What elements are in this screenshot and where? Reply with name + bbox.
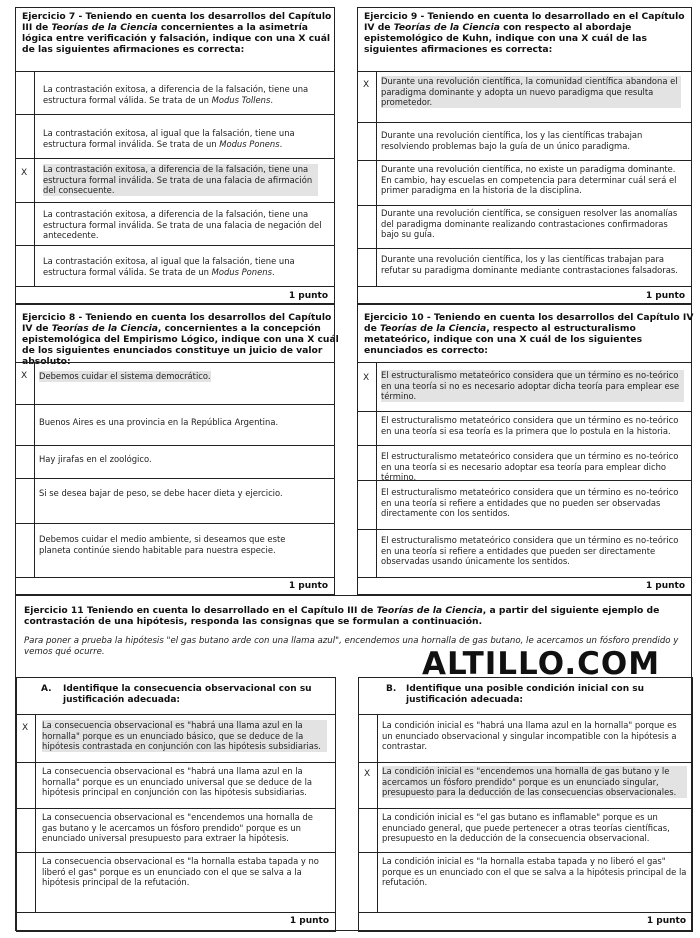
exercise-8-title: Ejercicio 8 - Teniendo en cuenta los desarrollos del Capítulo IV de Teorías de la Ciencia, concernientes a la concepción epistemológica del Empirismo Lógico, indique con una X cuál de los siguientes enunciados constituye un juicio de valor absoluto:: [22, 312, 339, 367]
points-label: 1 punto: [645, 291, 685, 301]
points-label: 1 punto: [288, 291, 328, 301]
points-label: 1 punto: [289, 916, 329, 926]
option-text: La condición inicial es "habrá una llama azul en la hornalla" porque es un enunciado observacional y singular incompatible con la hipótesis a contrastar.: [382, 720, 677, 752]
option-text-selected: Debemos cuidar el sistema democrático.: [39, 371, 211, 381]
part-a-title: A. Identifique la consecuencia observacional con su justificación adecuada:: [41, 684, 312, 705]
answer-checkbox[interactable]: X: [21, 371, 28, 381]
option-text-selected: La contrastación exitosa, a diferencia de la falsación, tiene una estructura formal inválida. Se trata de una falacia de afirmación del consecuente.: [43, 164, 318, 196]
answer-checkbox[interactable]: X: [363, 373, 370, 383]
exercise-11-panel: [15, 595, 692, 931]
exercise-10-title: Ejercicio 10 - Teniendo en cuenta los desarrollos del Capítulo IV de Teorías de la Ciencia, respecto al estructuralismo metateórico, indique con una X cuál de los siguientes enunciados es correcto:: [364, 312, 694, 356]
option-text: La consecuencia observacional es "habrá una llama azul en la hornalla" porque es un enunciado universal que se deduce de la hipótesis principal en conjunción con las hipótesis subsidiarias.: [42, 766, 313, 798]
exercise-10-panel: [357, 304, 692, 595]
exercise-11-title: Ejercicio 11 Teniendo en cuenta lo desarrollado en el Capítulo III de Teorías de la Ciencia, a partir del siguiente ejemplo de contrastación de una hipótesis, responda las consignas que se formulan a continuación.: [24, 605, 660, 627]
part-b-panel: [358, 677, 693, 932]
option-text: La contrastación exitosa, al igual que la falsación, tiene una estructura formal inválida. Se trata de un Modus Ponens.: [43, 128, 295, 149]
answer-checkbox[interactable]: X: [364, 769, 371, 779]
option-text-selected: La consecuencia observacional es "habrá una llama azul en la hornalla" porque es un enunciado básico, que se deduce de la hipótesis contrastada en conjunción con las hipótesis subsidiarias.: [42, 720, 327, 752]
exercise-9-title: Ejercicio 9 - Teniendo en cuenta lo desarrollado en el Capítulo IV de Teorías de la Ciencia con respecto al abordaje epistemológico de Kuhn, indique con una X cuál de las siguientes afirmaciones es correcta:: [364, 11, 685, 55]
exercise-7-panel: [15, 7, 335, 304]
option-text: El estructuralismo metateórico considera que un término es no-teórico en una teoría si refiere a entidades que pueden ser directamente observadas usando únicamente los sentidos.: [381, 535, 679, 567]
option-text: La contrastación exitosa, a diferencia de la falsación, tiene una estructura formal inválida. Se trata de una falacia de negación del antecedente.: [43, 209, 322, 241]
answer-checkbox[interactable]: X: [22, 723, 29, 733]
option-text-selected: El estructuralismo metateórico considera que un término es no-teórico en una teoría si no es necesario adoptar dicha teoría para emplear ese término.: [381, 370, 684, 402]
option-text: Hay jirafas en el zoológico.: [39, 454, 152, 464]
case-description: Para poner a prueba la hipótesis "el gas butano arde con una llama azul", encendemos una hornalla de gas butano, le acercamos un fósforo prendido y vemos qué ocurre.: [24, 636, 679, 657]
option-text: Durante una revolución científica, se consiguen resolver las anomalías del paradigma dominante realizando contrastaciones confirmadoras bajo su guía.: [381, 208, 678, 240]
option-text: La consecuencia observacional es "encendemos una hornalla de gas butano y le acercamos un fósforo prendido" porque es un enunciado universal presupuesto para extraer la hipótesis.: [42, 812, 313, 844]
points-label: 1 punto: [646, 916, 686, 926]
exercise-8-panel: [15, 304, 339, 595]
answer-checkbox[interactable]: X: [363, 80, 370, 90]
points-label: 1 punto: [288, 581, 328, 591]
option-text: La contrastación exitosa, a diferencia de la falsación, tiene una estructura formal válida. Se trata de un Modus Tollens.: [43, 84, 309, 105]
option-text: Durante una revolución científica, los y las científicas trabajan para refutar su paradigma dominante mediante contrastaciones falsadoras.: [381, 254, 678, 275]
option-text: La condición inicial es "la hornalla estaba tapada y no liberó el gas" porque es un enunciado con el que se salva a la hipótesis principal de la refutación.: [382, 856, 687, 888]
option-text: La contrastación exitosa, al igual que la falsación, tiene una estructura formal válida. Se trata de un Modus Ponens.: [43, 256, 295, 277]
option-text-selected: Durante una revolución científica, la comunidad científica abandona el paradigma dominante y adopta un nuevo paradigma que resulta prometedor.: [381, 76, 681, 108]
exercise-7-title: Ejercicio 7 - Teniendo en cuenta los desarrollos del Capítulo III de Teorías de la Ciencia concernientes a la asimetría lógica entre verificación y falsación, indique con una X cuál de las siguientes afirmaciones es correcta:: [22, 11, 332, 55]
option-text: Si se desea bajar de peso, se debe hacer dieta y ejercicio.: [39, 488, 283, 498]
option-text: Debemos cuidar el medio ambiente, si deseamos que este planeta continúe siendo habitable para nuestra especie.: [39, 534, 286, 555]
option-text: Buenos Aires es una provincia en la República Argentina.: [39, 417, 279, 427]
option-text: El estructuralismo metateórico considera que un término es no-teórico en una teoría si refiere a entidades que no pueden ser observadas directamente con los sentidos.: [381, 487, 679, 519]
exercise-9-panel: [357, 7, 692, 304]
option-text: La consecuencia observacional es "la hornalla estaba tapada y no liberó el gas" porque es un enunciado con el que se salva a la hipótesis principal de la refutación.: [42, 856, 319, 888]
part-b-title: B. Identifique una posible condición inicial con su justificación adecuada:: [386, 684, 645, 705]
points-label: 1 punto: [645, 581, 685, 591]
option-text-selected: La condición inicial es "encendemos una hornalla de gas butano y le acercamos un fósforo prendido" porque es un enunciado singular, presupuesto para la deducción de las consecuencias observacionales.: [382, 766, 687, 798]
option-text: Durante una revolución científica, los y las científicas trabajan resolviendo problemas bajo la guía de un único paradigma.: [381, 130, 643, 151]
option-text: Durante una revolución científica, no existe un paradigma dominante. En cambio, hay escuelas en competencia para determinar cuál será el primer paradigma en la historia de la disciplina.: [381, 164, 677, 196]
option-text: El estructuralismo metateórico considera que un término es no-teórico en una teoría si es necesario adoptar esa teoría para emplear dicho término.: [381, 451, 679, 483]
answer-checkbox[interactable]: X: [21, 168, 28, 178]
altillo-watermark-logo: ALTILLO.COM: [422, 646, 661, 682]
option-text: La condición inicial es "el gas butano es inflamable" porque es un enunciado general, que puede pertenecer a otras teorías científicas, presupuesto en la deducción de la consecuencia observacional.: [382, 812, 670, 844]
option-text: El estructuralismo metateórico considera que un término es no-teórico en una teoría si esa teoría es la primera que lo postula en la historia.: [381, 415, 679, 436]
part-a-panel: [16, 677, 336, 932]
